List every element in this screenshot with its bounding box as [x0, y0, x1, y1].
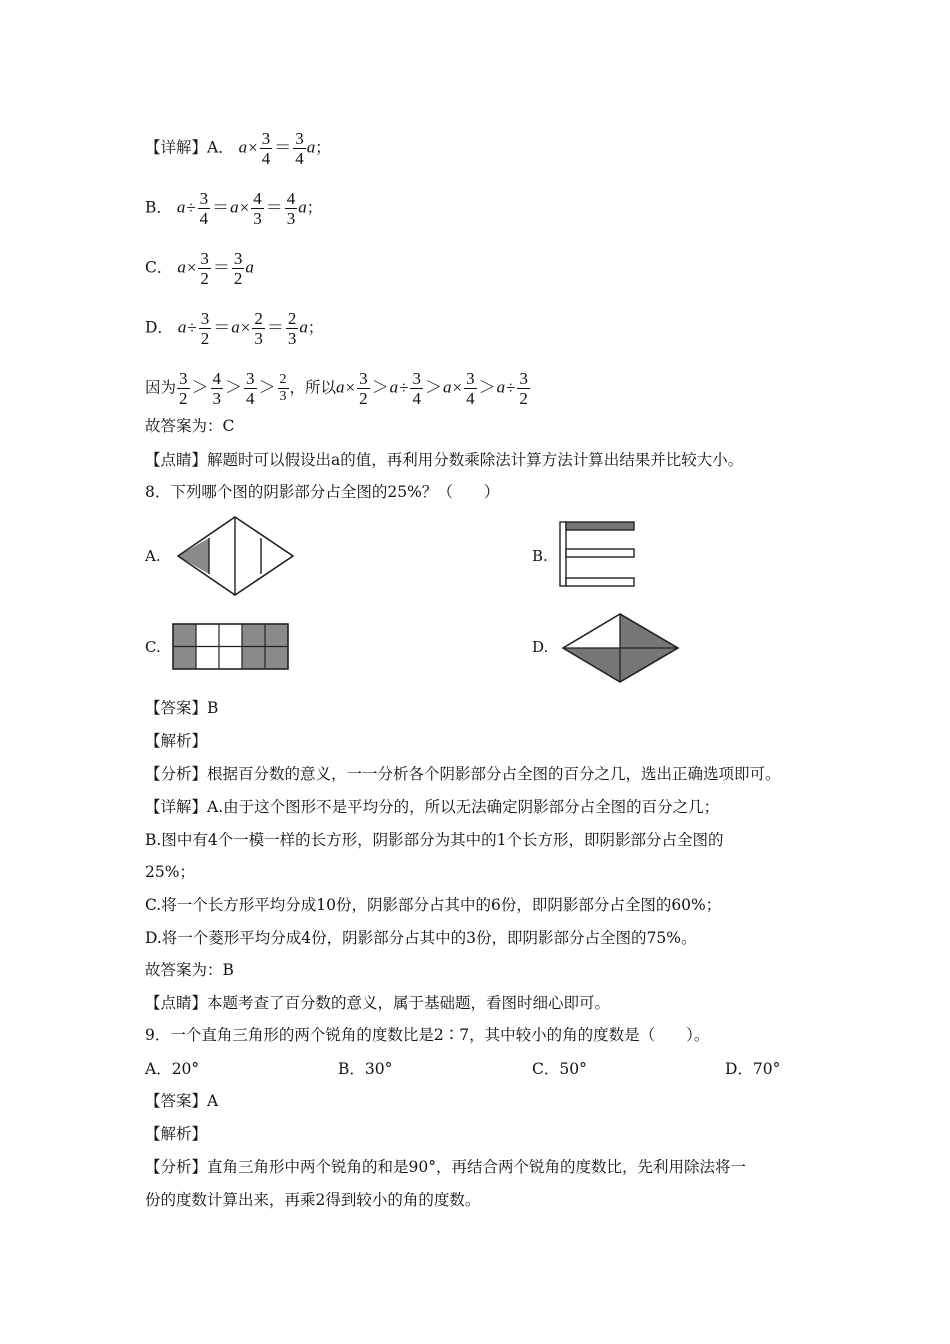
grid-cell-shaded — [265, 646, 288, 669]
fraction — [232, 249, 245, 288]
fraction — [293, 129, 306, 168]
divide-sign: ÷ — [187, 317, 197, 337]
fraction — [177, 369, 190, 408]
numerator: 3 — [233, 249, 243, 268]
equals-sign: ＝ — [265, 197, 283, 217]
numerator: 3 — [200, 249, 209, 268]
q8-comment: 【点睛】本题考查了百分数的意义，属于基础题，看图时细心即可。 — [145, 994, 611, 1012]
denominator: 3 — [286, 209, 296, 228]
q8-answer: 【答案】B — [145, 699, 219, 717]
q9-question: 9．一个直角三角形的两个锐角的度数比是2∶7，其中较小的角的度数是（ ）。 — [145, 1026, 710, 1044]
fraction — [464, 369, 477, 408]
gt-sign: ＞ — [371, 377, 389, 397]
detail-b-line — [145, 189, 322, 228]
semicolon: ； — [306, 198, 323, 217]
fraction — [286, 309, 299, 348]
figure-b-post — [560, 522, 566, 586]
detail-c-prefix: C． — [145, 258, 173, 277]
detail-b-prefix: B． — [145, 198, 172, 217]
numerator: 3 — [179, 369, 188, 388]
denominator: 4 — [246, 389, 255, 408]
grid-cell-shaded — [265, 624, 288, 646]
var-a: a — [442, 377, 452, 397]
times-sign: × — [452, 377, 463, 397]
q8-option-a-label: A. — [145, 547, 161, 565]
var-a: a — [177, 257, 186, 277]
fraction — [285, 189, 298, 228]
fraction — [278, 372, 289, 405]
times-sign: × — [186, 257, 197, 277]
var-a: a — [176, 197, 186, 217]
var-a: a — [230, 197, 239, 217]
fraction — [211, 369, 224, 408]
denominator: 4 — [261, 149, 271, 168]
var-a: a — [177, 317, 187, 337]
var-a: a — [245, 257, 254, 277]
fraction — [198, 249, 211, 288]
divide-sign: ÷ — [186, 197, 196, 217]
times-sign: × — [248, 137, 258, 157]
gt-sign: ＞ — [225, 377, 243, 397]
q9-choice-b: B．30° — [338, 1060, 393, 1078]
var-a: a — [306, 137, 316, 157]
q9-analysis-line2: 份的度数计算出来，再乘2得到较小的角的度数。 — [145, 1191, 481, 1209]
denominator: 2 — [200, 269, 209, 288]
fraction — [410, 369, 423, 408]
denominator: 3 — [254, 329, 263, 348]
because-label: 因为 — [145, 378, 177, 397]
q9-analysis-title: 【解析】 — [145, 1125, 208, 1143]
gt-sign: ＞ — [478, 377, 496, 397]
grid-cell-shaded — [242, 646, 265, 669]
denominator: 2 — [200, 329, 210, 348]
grid-cell-shaded — [173, 646, 196, 669]
figure-d-rhombus — [561, 612, 681, 684]
q8-question: 8．下列哪个图的阴影部分占全图的25%？（ ） — [145, 483, 500, 501]
figure-b-bars — [558, 519, 638, 589]
denominator: 3 — [279, 389, 287, 404]
so-label: ，所以 — [289, 378, 337, 397]
semicolon: ； — [307, 318, 324, 337]
q9-analysis-line1: 【分析】直角三角形中两个锐角的和是90°，再结合两个锐角的度数比，先利用除法将一 — [145, 1158, 746, 1176]
numerator: 3 — [466, 369, 475, 388]
var-a: a — [298, 197, 307, 217]
var-a: a — [389, 377, 399, 397]
divide-sign: ÷ — [399, 377, 409, 397]
detail-a-prefix: 【详解】A． — [145, 138, 234, 157]
numerator: 3 — [261, 129, 271, 148]
var-a: a — [496, 377, 506, 397]
denominator: 4 — [199, 209, 209, 228]
equals-sign: ＝ — [274, 137, 292, 157]
gt-sign: ＞ — [191, 377, 209, 397]
q9-choice-c: C．50° — [532, 1060, 587, 1078]
q8-detail-b-line2: 25%； — [145, 863, 195, 881]
denominator: 3 — [212, 389, 222, 408]
q9-answer: 【答案】A — [145, 1092, 219, 1110]
numerator: 4 — [253, 189, 262, 208]
fraction — [357, 369, 370, 408]
grid-cell-shaded — [173, 624, 196, 646]
detail-d-line — [145, 309, 323, 348]
var-a: a — [238, 137, 248, 157]
numerator: 2 — [279, 372, 287, 387]
q8-option-c-label: C. — [145, 638, 161, 656]
numerator: 3 — [295, 129, 304, 148]
q7-comment: 【点睛】解题时可以假设出a的值，再利用分数乘除法计算方法计算出结果并比较大小。 — [145, 451, 744, 469]
detail-d-prefix: D． — [145, 318, 173, 337]
numerator: 2 — [254, 309, 263, 328]
q9-choice-a: A．20° — [145, 1060, 200, 1078]
gt-sign: ＞ — [424, 377, 442, 397]
q9-choice-d: D．70° — [725, 1060, 781, 1078]
numerator: 3 — [412, 369, 421, 388]
fraction — [244, 369, 257, 408]
q7-answer-line: 故答案为：C — [145, 417, 235, 435]
q8-detail-c: C.将一个长方形平均分成10份，阴影部分占其中的6份，即阴影部分占全图的60%； — [145, 896, 722, 914]
var-a: a — [299, 317, 308, 337]
numerator: 3 — [246, 369, 255, 388]
numerator: 2 — [287, 309, 297, 328]
denominator: 3 — [287, 329, 297, 348]
numerator: 3 — [359, 369, 368, 388]
numerator: 3 — [200, 309, 210, 328]
denominator: 2 — [233, 269, 243, 288]
figure-c-grid — [171, 622, 291, 672]
q8-option-b-label: B. — [532, 547, 548, 565]
q8-detail-b-line1: B.图中有4个一模一样的长方形，阴影部分为其中的1个长方形，即阴影部分占全图的 — [145, 831, 724, 849]
denominator: 2 — [359, 389, 368, 408]
numerator: 4 — [286, 189, 296, 208]
q8-answer-line: 故答案为：B — [145, 961, 234, 979]
denominator: 3 — [253, 209, 262, 228]
fraction — [199, 309, 212, 348]
fraction — [517, 369, 530, 408]
var-a: a — [336, 377, 345, 397]
denominator: 2 — [179, 389, 188, 408]
semicolon: ； — [315, 138, 331, 157]
denominator: 4 — [466, 389, 475, 408]
q8-detail-d: D.将一个菱形平均分成4份，阴影部分占其中的3份，即阴影部分占全图的75%。 — [145, 929, 697, 947]
detail-a-line — [145, 129, 331, 168]
grid-cell-shaded — [242, 624, 265, 646]
figure-b-bar — [566, 578, 634, 586]
equals-sign: ＝ — [212, 197, 230, 217]
denominator: 4 — [412, 389, 421, 408]
equals-sign: ＝ — [266, 317, 284, 337]
figure-a-diamond — [176, 515, 296, 597]
denominator: 4 — [295, 149, 304, 168]
divide-sign: ÷ — [506, 377, 516, 397]
figure-b-shaded-bar — [566, 522, 634, 530]
gt-sign: ＞ — [258, 377, 276, 397]
figure-b-bar — [566, 549, 634, 557]
figure-a-shaded-triangle — [178, 538, 209, 574]
fraction — [251, 189, 264, 228]
fraction — [252, 309, 265, 348]
denominator: 2 — [519, 389, 528, 408]
q8-option-d-label: D. — [532, 638, 549, 656]
var-a: a — [231, 317, 240, 337]
numerator: 4 — [212, 369, 222, 388]
detail-c-line — [145, 249, 254, 288]
times-sign: × — [345, 377, 356, 397]
numerator: 3 — [199, 189, 209, 208]
equals-sign: ＝ — [213, 317, 231, 337]
q8-analysis: 【分析】根据百分数的意义，一一分析各个阴影部分占全图的百分之几，选出正确选项即可。 — [145, 765, 781, 783]
comparison-line — [145, 369, 531, 408]
fraction — [260, 129, 273, 168]
fraction — [198, 189, 211, 228]
times-sign: × — [240, 317, 251, 337]
times-sign: × — [239, 197, 250, 217]
q8-analysis-title: 【解析】 — [145, 732, 208, 750]
equals-sign: ＝ — [212, 257, 230, 277]
numerator: 3 — [519, 369, 528, 388]
q8-detail-a: 【详解】A.由于这个图形不是平均分的，所以无法确定阴影部分占全图的百分之几； — [145, 798, 720, 816]
